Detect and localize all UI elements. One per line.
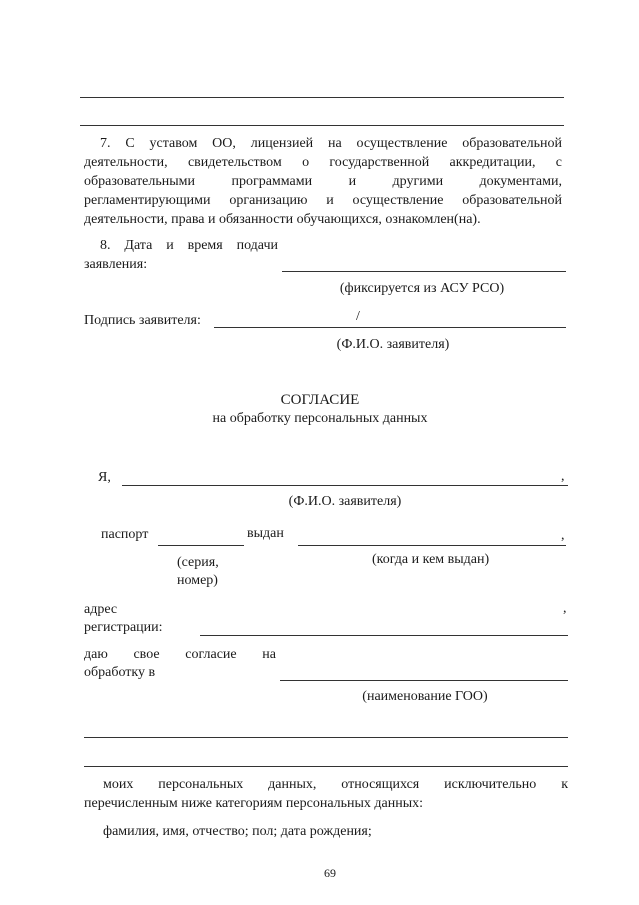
goo-caption: (наименование ГОО): [362, 689, 488, 704]
registration-address-field[interactable]: [200, 635, 568, 636]
issued-label: выдан: [247, 526, 284, 541]
address-comma: ,: [563, 601, 567, 616]
fio-comma: ,: [561, 469, 565, 484]
agree-line-2: обработку в: [84, 665, 156, 680]
signature-fio-caption: (Ф.И.О. заявителя): [336, 337, 450, 352]
consent-subtitle: на обработку персональных данных: [212, 411, 428, 426]
series-caption-1: (серия,: [177, 555, 219, 570]
passport-label: паспорт: [101, 527, 149, 542]
section8-line-2: заявления:: [84, 257, 148, 272]
applicant-fio-caption: (Ф.И.О. заявителя): [288, 494, 402, 509]
consent-title: СОГЛАСИЕ: [280, 392, 360, 408]
passport-issued-field[interactable]: [298, 545, 566, 546]
applicant-fio-field[interactable]: [122, 485, 568, 486]
asu-rso-caption: (фиксируется из АСУ РСО): [339, 281, 505, 296]
address-label-1: адрес: [84, 602, 118, 617]
address-label-2: регистрации:: [84, 620, 163, 635]
submission-date-field[interactable]: [282, 271, 566, 272]
goo-name-field[interactable]: [280, 680, 568, 681]
top-rule-1: [80, 97, 564, 98]
top-rule-2: [80, 125, 564, 126]
i-label: Я,: [98, 470, 111, 485]
passport-series-field[interactable]: [158, 545, 244, 546]
categories-line: фамилия, имя, отчество; пол; дата рождения;: [103, 824, 372, 839]
personal-line-1: моих персональных данных, относящихся исключительно к: [103, 777, 568, 792]
section7-line-5: деятельности, права и обязанности обучающихся, ознакомлен(на).: [84, 212, 481, 227]
section7-line-3: образовательными программами и другими документами,: [84, 174, 562, 189]
section7-line-1: 7. С уставом ОО, лицензией на осуществление образовательной: [100, 136, 562, 151]
signature-label: Подпись заявителя:: [84, 313, 201, 328]
personal-line-2: перечисленным ниже категориям персональных данных:: [84, 796, 424, 811]
agree-line-1: даю свое согласие на: [84, 647, 276, 662]
section8-line-1: 8. Дата и время подачи: [100, 238, 278, 253]
goo-name-field-3[interactable]: [84, 766, 568, 767]
goo-name-field-2[interactable]: [84, 737, 568, 738]
section7-line-2: деятельности, свидетельством о государственной аккредитации, с: [84, 155, 562, 170]
signature-field[interactable]: [214, 327, 566, 328]
issued-caption: (когда и кем выдан): [372, 552, 490, 567]
series-caption-2: номер): [177, 573, 218, 588]
passport-comma: ,: [561, 528, 565, 543]
section7-line-4: регламентирующими организацию и осуществление образовательной: [84, 193, 562, 208]
page-number: 69: [324, 866, 336, 880]
signature-separator: /: [356, 309, 360, 324]
